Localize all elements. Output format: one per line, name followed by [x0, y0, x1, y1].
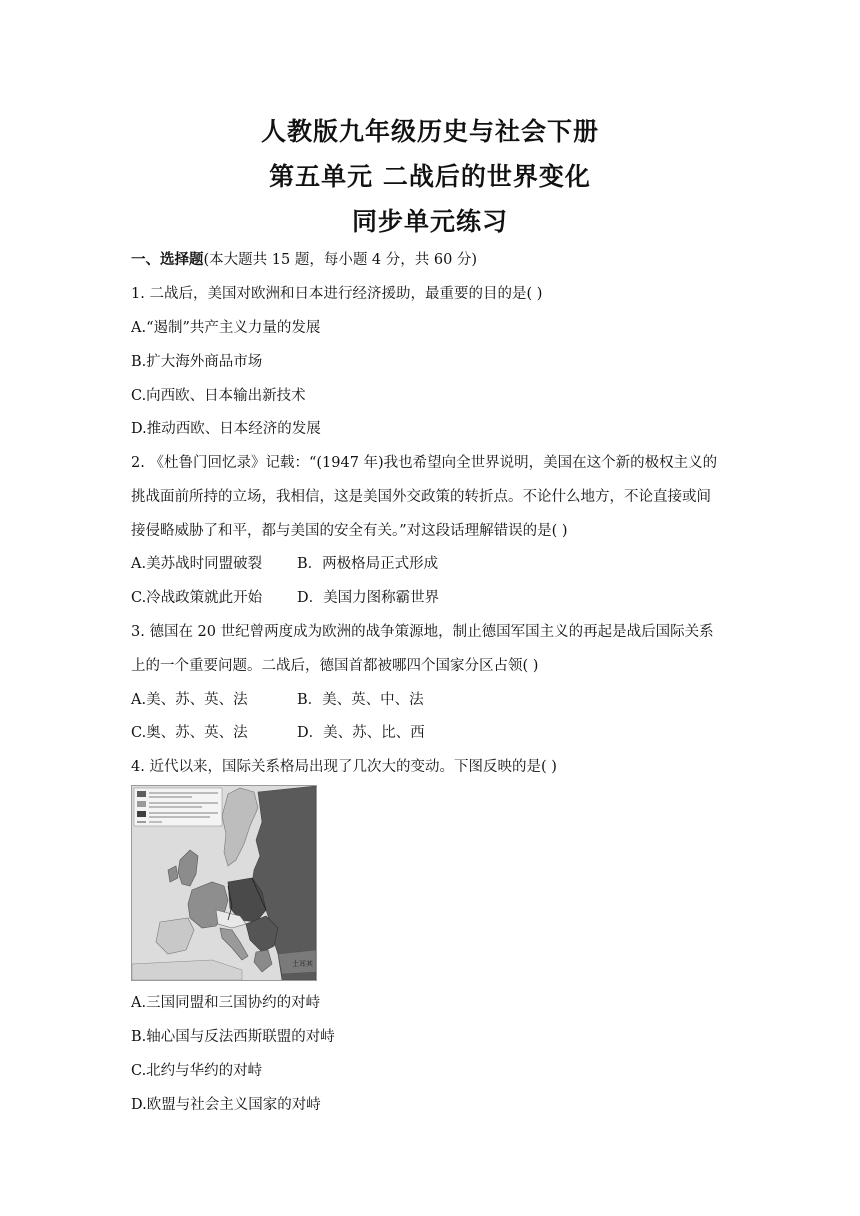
section-label: 一、选择题 — [131, 252, 204, 268]
section-heading — [131, 248, 477, 269]
q4-option-c: C.北约与华约的对峙 — [131, 1063, 263, 1079]
q3-option-a: A.美、苏、英、法 — [131, 692, 248, 708]
q3-option-c: C.奥、苏、英、法 — [131, 725, 248, 741]
q4-stem: 4. 近代以来，国际关系格局出现了几次大的变动。下图反映的是( ) — [131, 759, 557, 775]
exercise-title: 同步单元练习 — [351, 207, 508, 236]
map-label-turkey: 土耳其 — [292, 960, 313, 968]
q2-stem-line2: 挑战面前所持的立场，我相信，这是美国外交政策的转折点。不论什么地方，不论直接或间 — [131, 489, 711, 505]
q4-option-b: B.轴心国与反法西斯联盟的对峙 — [131, 1029, 335, 1045]
document-title: 人教版九年级历史与社会下册 — [260, 117, 599, 146]
q2-option-a: A.美苏战时同盟破裂 — [131, 556, 263, 572]
q2-stem-line3: 接侵略威胁了和平，都与美国的安全有关。”对这段话理解错误的是( ) — [131, 523, 568, 539]
q2-options-row1 — [131, 552, 262, 573]
q3-stem-line2: 上的一个重要问题。二战后，德国首都被哪四个国家分区占领( ) — [131, 658, 539, 674]
unit-title: 第五单元 二战后的世界变化 — [269, 162, 591, 191]
q2-option-d: D．美国力图称霸世界 — [297, 590, 440, 606]
q3-option-d: D．美、苏、比、西 — [297, 725, 425, 741]
europe-map-graphic — [132, 786, 316, 980]
q2-stem-line1: 2. 《杜鲁门回忆录》记载：“(1947 年)我也希望向全世界说明，美国在这个新的极权主义的 — [131, 455, 718, 471]
q1-option-c: C.向西欧、日本输出新技术 — [131, 388, 306, 404]
q1-option-d: D.推动西欧、日本经济的发展 — [131, 421, 321, 437]
q1-stem: 1. 二战后，美国对欧洲和日本进行经济援助，最重要的目的是( ) — [131, 286, 543, 302]
q2-option-b: B．两极格局正式形成 — [297, 556, 439, 572]
q2-option-c: C.冷战政策就此开始 — [131, 590, 263, 606]
q3-stem-line1: 3. 德国在 20 世纪曾两度成为欧洲的战争策源地，制止德国军国主义的再起是战后国际关系 — [131, 624, 714, 640]
europe-map-image — [131, 785, 317, 981]
section-note: (本大题共 15 题，每小题 4 分，共 60 分) — [203, 252, 478, 268]
q1-option-b: B.扩大海外商品市场 — [131, 354, 263, 370]
q3-option-b: B．美、英、中、法 — [297, 692, 424, 708]
q1-option-a: A.“遏制”共产主义力量的发展 — [131, 320, 321, 336]
q4-option-d: D.欧盟与社会主义国家的对峙 — [131, 1097, 321, 1113]
map-legend — [134, 788, 222, 826]
q4-option-a: A.三国同盟和三国协约的对峙 — [131, 995, 321, 1011]
